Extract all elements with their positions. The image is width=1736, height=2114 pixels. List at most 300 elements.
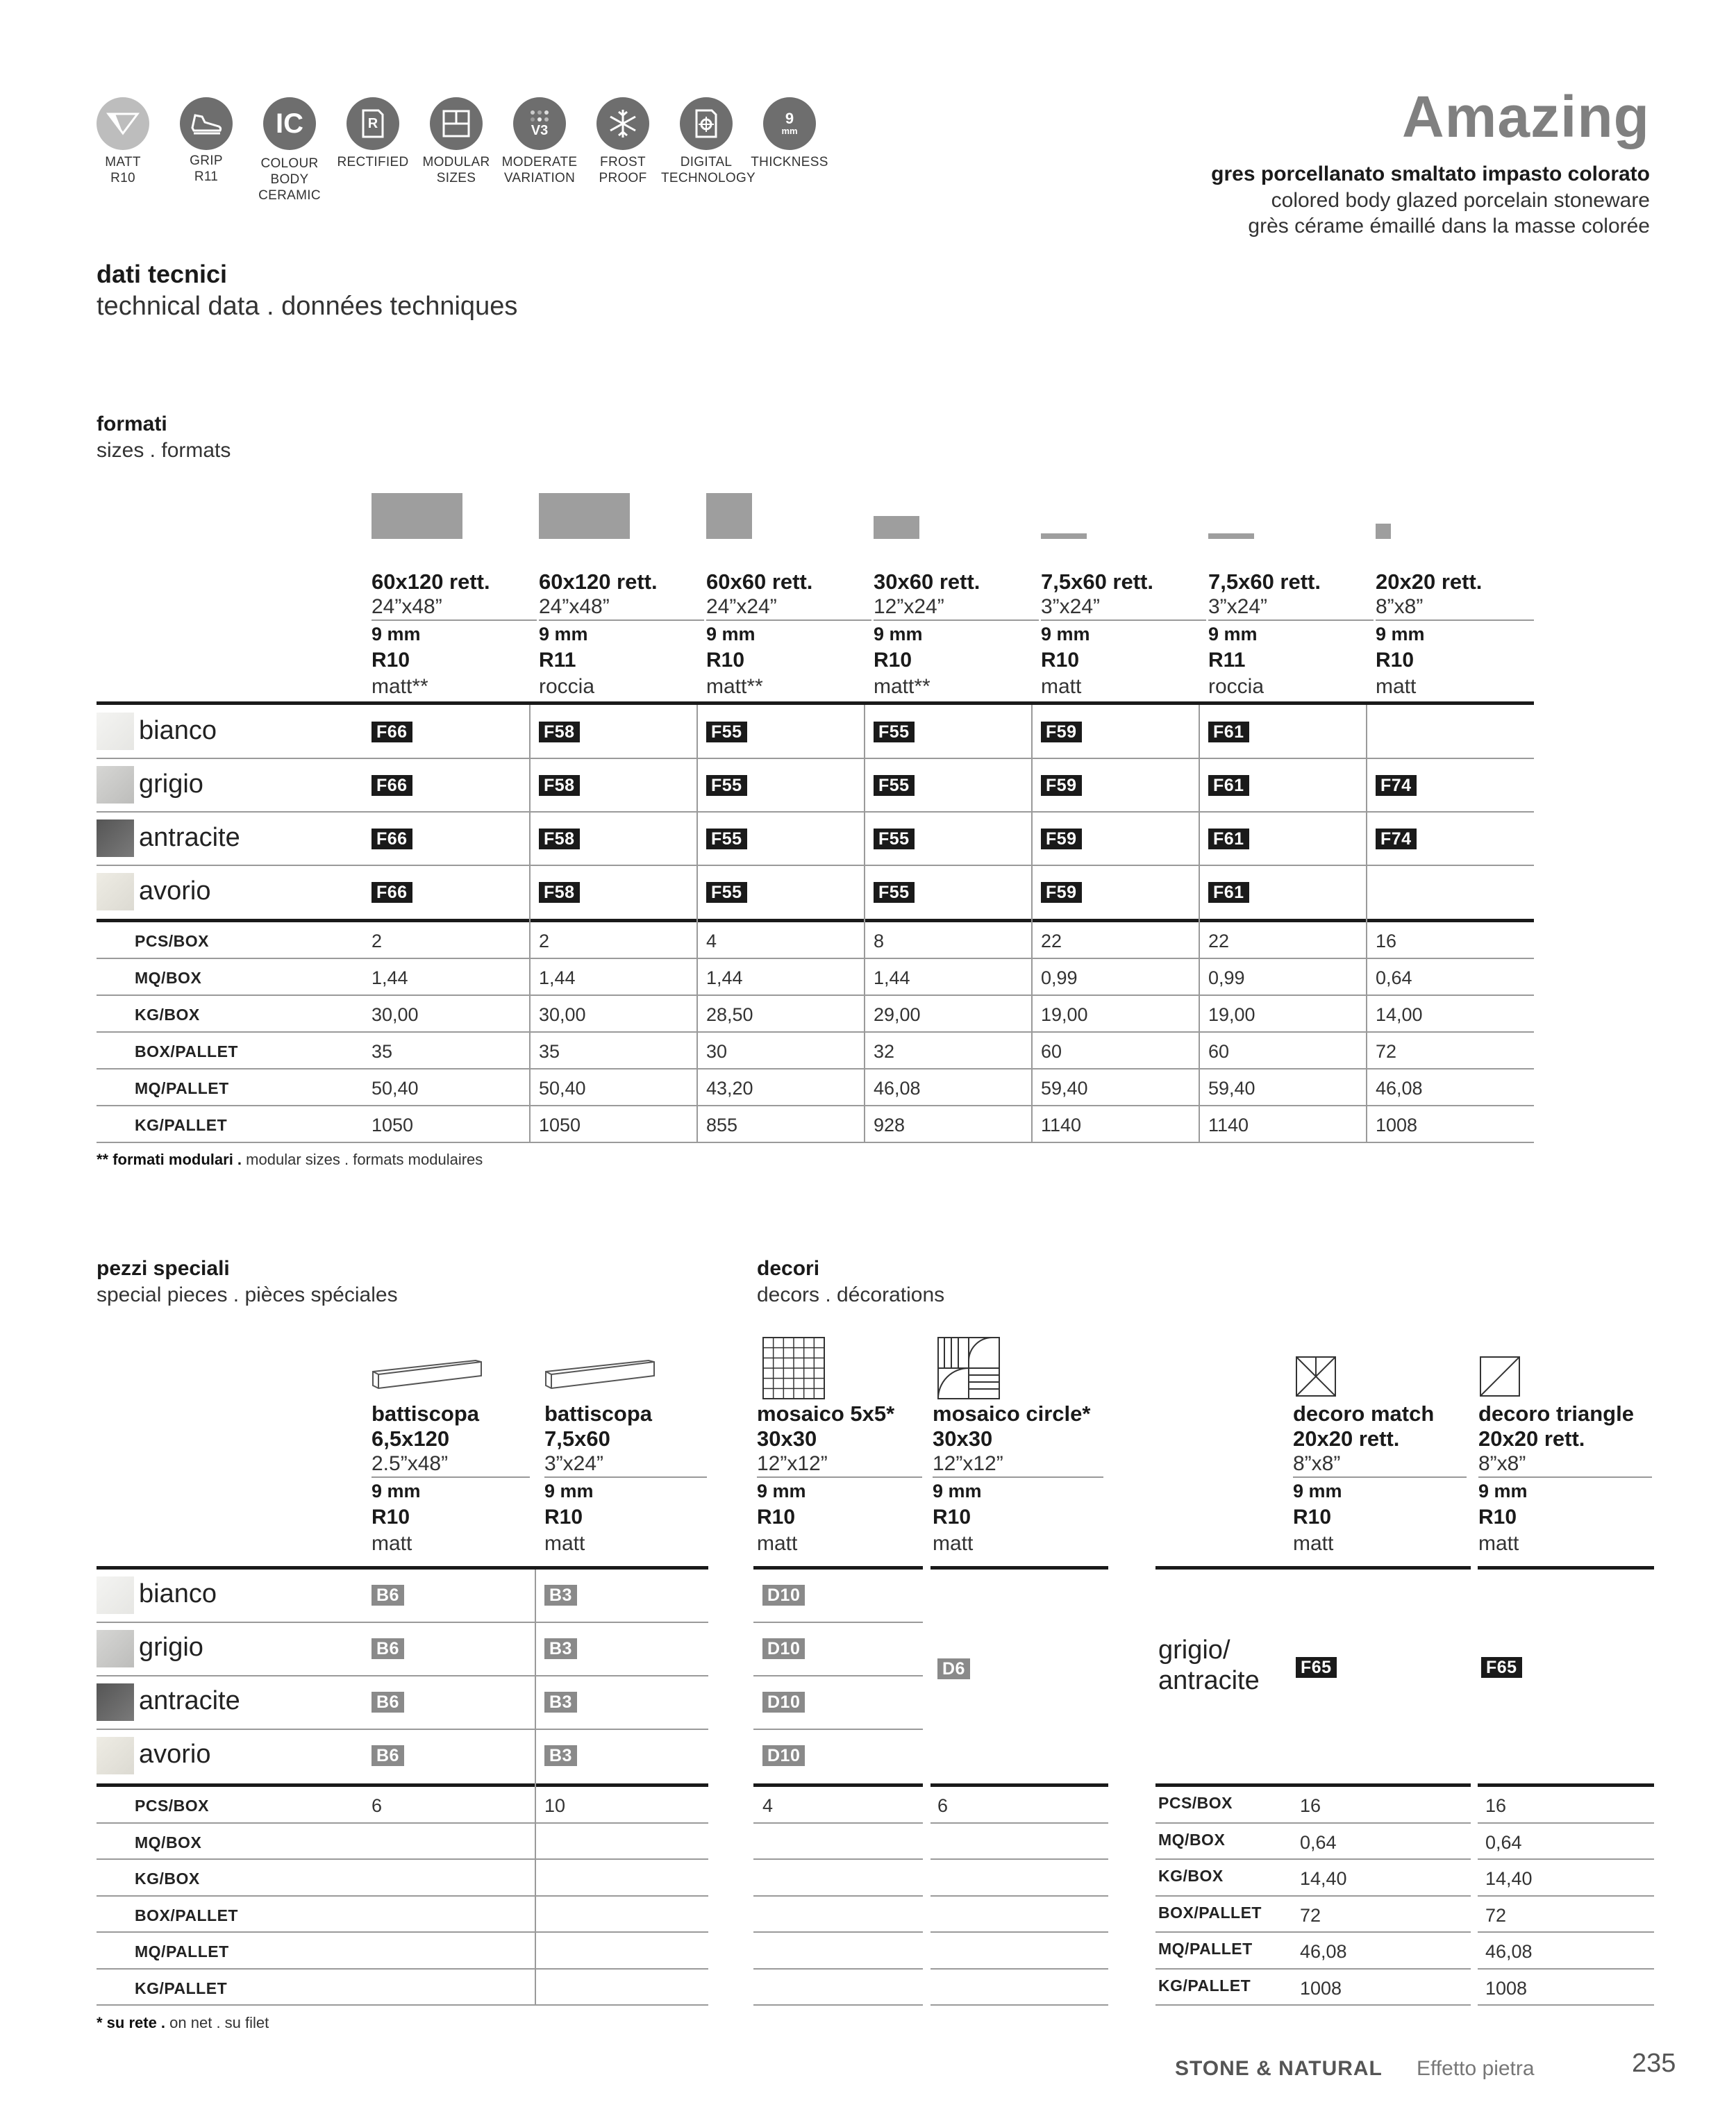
row-divider [1478,1858,1654,1860]
product-code: F74 [1376,775,1417,796]
special-title: pezzi speciali [97,1257,230,1280]
metric-value: 1008 [1376,1115,1418,1135]
size-swatch-7-5x60-roccia [1208,533,1254,539]
color-label: antracite [139,823,240,852]
decor-metric-value: 0,64 [1485,1831,1522,1853]
piece-thickness: 9 mm [1478,1481,1528,1501]
format-size: 60x120 rett. [539,569,658,594]
metric-value: 28,50 [706,1004,753,1025]
product-code: F66 [372,882,412,903]
decor-metric-value: 1008 [1300,1977,1342,1999]
table-rule-metrics [97,919,1534,922]
size-swatch-7-5x60 [1041,533,1087,539]
format-column-header [1208,569,1374,700]
decor-triangle-image [1480,1356,1520,1397]
table-rule-top [97,701,1534,705]
metric-value: 0,99 [1208,967,1245,988]
size-swatch-60x120-roccia [539,493,630,539]
row-divider [1155,2004,1471,2006]
format-inch: 12”x24” [874,594,1039,621]
icon-label-modular: MODULAR SIZES [422,155,490,185]
metric-label: PCS/BOX [135,1797,210,1815]
row-divider [97,1858,708,1860]
footer-effect: Effetto pietra [1417,2057,1535,2080]
product-code: F61 [1208,722,1249,742]
metric-value: 30 [706,1041,728,1062]
format-inch: 3”x24” [1208,594,1374,621]
row-divider [97,1822,708,1824]
row-divider [97,1968,708,1970]
metric-value: 46,08 [874,1078,921,1099]
decor-metric-value: 14,40 [1485,1868,1533,1889]
decor-match-code: F65 [1296,1657,1337,1678]
metric-value: 4 [706,931,717,951]
piece-inch: 8”x8” [1293,1451,1467,1478]
product-code: F55 [706,722,747,742]
brand-title: Amazing [1401,84,1650,149]
row-divider [753,1675,923,1676]
decor-metric-value: 16 [1300,1795,1321,1816]
icon-label-digital: DIGITAL TECHNOLOGY [661,155,756,185]
icon-label-variation: MODERATE VARIATION [501,155,578,185]
row-divider [97,1105,1534,1106]
product-code: F55 [874,775,915,796]
decor-triangle-code: F65 [1481,1657,1522,1678]
row-divider [1155,1858,1471,1860]
subtitle-english: colored body glazed porcelain stoneware [1271,189,1650,212]
piece-rating: R10 [1293,1506,1332,1529]
product-code: F59 [1041,722,1082,742]
format-thickness: 9 mm [706,624,756,644]
mosaic-rule-metrics [753,1783,923,1787]
row-divider [753,2004,923,2006]
metric-label: MQ/PALLET [135,1942,229,1961]
color-swatch-grigio [97,1630,134,1667]
product-code: F59 [1041,829,1082,849]
product-code: F59 [1041,775,1082,796]
piece-column-header [544,1401,707,1557]
decor-metric-value: 46,08 [1300,1941,1347,1962]
decor-metric-value: 72 [1300,1904,1321,1926]
piece-size: 6,5x120 [372,1426,450,1451]
color-swatch-bianco [97,1576,134,1614]
format-column-header [1376,569,1534,700]
metric-value: 22 [1041,931,1062,951]
piece-thickness: 9 mm [933,1481,982,1501]
format-thickness: 9 mm [874,624,923,644]
metric-label: KG/BOX [135,1006,200,1024]
piece-finish: matt [1293,1532,1334,1555]
icon-label-thickness: THICKNESS [751,155,828,169]
rectified-icon: R [347,97,399,150]
piece-column-header [372,1401,530,1557]
product-code: F61 [1208,775,1249,796]
metric-value: 0,64 [1376,967,1412,988]
metric-value: 30,00 [372,1004,419,1025]
decor-metric-label: BOX/PALLET [1158,1903,1262,1922]
piece-code: B3 [544,1692,577,1713]
mosaic-pcs: 4 [762,1795,774,1816]
circle-rule-top [930,1566,1108,1570]
technical-subtitle: technical data . données techniques [97,292,518,321]
format-thickness: 9 mm [372,624,421,644]
metric-value: 35 [539,1041,560,1062]
piece-name: battiscopa [544,1401,653,1426]
piece-rating: R10 [372,1506,410,1529]
metric-value: 59,40 [1208,1078,1255,1099]
row-divider [97,1031,1534,1033]
circle-code: D6 [937,1658,970,1679]
decor-match-image [1296,1356,1336,1397]
icon-label-colour-body: COLOUR BODY CERAMIC [258,156,321,203]
column-divider [1366,705,1367,1143]
colour-body-icon: IC [263,97,316,150]
decor-rule-top-2 [1478,1566,1654,1570]
row-divider [753,1729,923,1730]
grip-icon [180,97,233,150]
metric-value: 35 [372,1041,393,1062]
piece-rating: R10 [933,1506,971,1529]
format-finish: matt** [372,675,428,698]
piece-column-header [1293,1401,1467,1557]
mosaic-5x5-image [762,1337,825,1399]
format-size: 30x60 rett. [874,569,980,594]
special-rule-metrics [97,1783,708,1787]
row-divider [930,1822,1108,1824]
page-number: 235 [1632,2049,1676,2078]
piece-code: B3 [544,1745,577,1766]
metric-value: 14,00 [1376,1004,1423,1025]
metric-value: 60 [1041,1041,1062,1062]
piece-size: 20x20 rett. [1478,1426,1585,1451]
piece-column-header [1478,1401,1652,1557]
metric-value: 1,44 [539,967,576,988]
piece-inch: 12”x12” [757,1451,922,1478]
column-divider [529,705,531,1143]
product-code: F58 [539,882,580,903]
product-code: F58 [539,775,580,796]
color-swatch-bianco [97,713,134,750]
format-finish: matt** [874,675,930,698]
format-rating: R10 [1376,649,1414,672]
decor-metric-label: MQ/PALLET [1158,1940,1253,1958]
format-rating: R11 [1208,649,1246,672]
row-divider [1478,1895,1654,1897]
piece-code: B6 [372,1638,404,1659]
piece-name: mosaico 5x5* [757,1401,895,1426]
row-divider [97,2004,708,2006]
row-divider [97,958,1534,959]
metric-value: 72 [1376,1041,1397,1062]
piece-finish: matt [1478,1532,1519,1555]
column-divider [696,705,698,1143]
digital-technology-icon [680,97,733,150]
color-label: bianco [139,716,217,745]
mosaic-code: D10 [762,1745,805,1766]
metric-label: MQ/PALLET [135,1079,229,1097]
size-swatch-30x60 [874,516,919,539]
decor-metric-value: 0,64 [1300,1831,1337,1853]
row-divider [97,811,1534,813]
product-code: F55 [706,882,747,903]
metric-label: KG/BOX [135,1870,200,1888]
metric-value: 60 [1208,1041,1230,1062]
piece-name: decoro triangle [1478,1401,1634,1426]
mosaic-code: D10 [762,1638,805,1659]
piece-inch: 12”x12” [933,1451,1103,1478]
skirting-6-5x120-image [372,1358,483,1399]
row-divider [930,1931,1108,1933]
decors-footnote: * su rete . on net . su filet [97,2014,269,2031]
decors-title: decori [757,1257,820,1280]
decor-color-label-2: antracite [1158,1666,1260,1695]
piece-code: B6 [372,1745,404,1766]
metric-value: 32 [874,1041,895,1062]
column-divider [864,705,865,1143]
formats-title: formati [97,413,167,435]
size-swatch-20x20 [1376,524,1391,539]
piece-size: 30x30 [933,1426,993,1451]
row-divider [97,1729,708,1730]
icon-label-rectified: RECTIFIED [337,155,409,169]
color-label: antracite [139,1686,240,1715]
circle-pcs: 6 [937,1795,949,1816]
metric-label: BOX/PALLET [135,1906,238,1924]
color-swatch-grigio [97,766,134,804]
metric-value: 19,00 [1208,1004,1255,1025]
row-divider [97,1622,708,1623]
color-swatch-avorio [97,1737,134,1774]
row-divider [97,1895,708,1897]
decor-metric-value: 1008 [1485,1977,1528,1999]
row-divider [1478,1931,1654,1933]
formats-footnote: ** formati modulari . modular sizes . formats modulaires [97,1151,483,1168]
row-divider [1478,1968,1654,1970]
decor-metric-value: 16 [1485,1795,1507,1816]
metric-value: 1,44 [874,967,910,988]
metric-value: 855 [706,1115,738,1135]
metric-label: MQ/BOX [135,969,202,987]
piece-finish: matt [757,1532,798,1555]
row-divider [753,1931,923,1933]
metric-value: 928 [874,1115,905,1135]
row-divider [753,1622,923,1623]
metric-value: 1140 [1041,1115,1082,1135]
icon-label-grip: GRIP R11 [190,153,223,184]
format-column-header [372,569,537,700]
row-divider [97,1142,1534,1143]
piece-name: decoro match [1293,1401,1435,1426]
format-inch: 24”x48” [372,594,537,621]
piece-thickness: 9 mm [757,1481,806,1501]
size-swatch-60x60 [706,493,752,539]
size-swatch-60x120 [372,493,462,539]
piece-size: 20x20 rett. [1293,1426,1400,1451]
product-code: F66 [372,722,412,742]
format-size: 7,5x60 rett. [1041,569,1153,594]
product-code: F55 [874,882,915,903]
metric-label: PCS/BOX [135,932,210,950]
footer-category: STONE & NATURAL [1175,2057,1383,2080]
product-code: F74 [1376,829,1417,849]
format-column-header [874,569,1039,700]
decor-metric-label: KG/PALLET [1158,1976,1251,1995]
format-size: 7,5x60 rett. [1208,569,1321,594]
icon-label-matt: MATT R10 [105,155,141,185]
product-code: F66 [372,829,412,849]
special-rule-top [97,1566,708,1570]
format-column-header [706,569,871,700]
skirting-7-5x60-image [544,1358,656,1399]
format-rating: R10 [706,649,745,672]
row-divider [1155,1968,1471,1970]
metric-value: 1,44 [372,967,408,988]
row-divider [1478,1822,1654,1824]
color-label: avorio [139,1740,211,1769]
row-divider [753,1858,923,1860]
format-column-header [539,569,704,700]
special-subtitle: special pieces . pièces spéciales [97,1283,398,1306]
metric-label: BOX/PALLET [135,1042,238,1060]
decor-metric-label: MQ/BOX [1158,1830,1226,1849]
format-finish: matt [1041,675,1082,698]
format-finish: matt** [706,675,763,698]
metric-value: 43,20 [706,1078,753,1099]
format-thickness: 9 mm [1041,624,1090,644]
piece-rating: R10 [544,1506,583,1529]
decor-metric-label: PCS/BOX [1158,1794,1233,1812]
piece-rating: R10 [1478,1506,1517,1529]
piece-code: B6 [372,1692,404,1713]
piece-inch: 3”x24” [544,1451,707,1478]
mosaic-code: D10 [762,1692,805,1713]
row-divider [1478,2004,1654,2006]
thickness-icon: 9 mm [763,97,816,150]
format-inch: 24”x24” [706,594,871,621]
row-divider [930,1858,1108,1860]
metric-value: 50,40 [372,1078,419,1099]
color-label: bianco [139,1579,217,1608]
decor-color-label-1: grigio/ [1158,1636,1230,1665]
subtitle-italian: gres porcellanato smaltato impasto colorato [1211,163,1650,185]
piece-inch: 8”x8” [1478,1451,1652,1478]
row-divider [753,1968,923,1970]
format-column-header [1041,569,1206,700]
format-rating: R10 [874,649,912,672]
modular-sizes-icon [430,97,483,150]
format-finish: matt [1376,675,1417,698]
row-divider [930,2004,1108,2006]
decor-metric-value: 46,08 [1485,1941,1533,1962]
metric-value: 22 [1208,931,1230,951]
product-code: F55 [706,775,747,796]
row-divider [753,1822,923,1824]
product-code: F55 [874,722,915,742]
format-inch: 3”x24” [1041,594,1206,621]
product-code: F55 [874,829,915,849]
color-swatch-antracite [97,819,134,857]
mosaic-code: D10 [762,1585,805,1606]
metric-value: 16 [1376,931,1397,951]
metric-value: 46,08 [1376,1078,1423,1099]
technical-title: dati tecnici [97,260,228,288]
format-rating: R10 [372,649,410,672]
piece-column-header [933,1401,1103,1557]
format-inch: 24”x48” [539,594,704,621]
format-thickness: 9 mm [1376,624,1425,644]
decor-metric-value: 72 [1485,1904,1507,1926]
decor-metric-label: KG/BOX [1158,1867,1224,1885]
product-code: F66 [372,775,412,796]
row-divider [1155,1895,1471,1897]
product-code: F58 [539,722,580,742]
metric-value: 59,40 [1041,1078,1088,1099]
mosaic-rule-top [753,1566,923,1570]
metric-label: MQ/BOX [135,1833,202,1851]
piece-name: mosaico circle* [933,1401,1091,1426]
row-divider [97,1675,708,1676]
row-divider [97,1931,708,1933]
format-inch: 8”x8” [1376,594,1534,621]
row-divider [97,758,1534,759]
metric-value: 19,00 [1041,1004,1088,1025]
piece-thickness: 9 mm [544,1481,594,1501]
mosaic-circle-image [937,1337,1000,1399]
format-thickness: 9 mm [539,624,588,644]
piece-name: battiscopa [372,1401,480,1426]
icon-label-frost: FROST PROOF [599,155,647,185]
row-divider [97,994,1534,996]
metric-value: 2 [372,931,383,951]
metric-value: 29,00 [874,1004,921,1025]
row-divider [753,1895,923,1897]
piece-code: B3 [544,1638,577,1659]
metric-value: 1,44 [706,967,743,988]
decors-subtitle: decors . décorations [757,1283,945,1306]
format-size: 20x20 rett. [1376,569,1483,594]
product-code: F61 [1208,882,1249,903]
format-size: 60x60 rett. [706,569,813,594]
color-swatch-avorio [97,873,134,910]
metric-label: KG/PALLET [135,1979,228,1997]
piece-inch: 2.5”x48” [372,1451,530,1478]
moderate-variation-icon: V3 [513,97,566,150]
product-code: F55 [706,829,747,849]
piece-thickness: 9 mm [372,1481,421,1501]
column-divider [1031,705,1033,1143]
column-divider [535,1570,536,2006]
piece-column-header [757,1401,922,1557]
frost-proof-icon [596,97,649,150]
metric-value: 2 [539,931,550,951]
metric-value: 8 [874,931,885,951]
piece-finish: matt [544,1532,585,1555]
row-divider [1155,1931,1471,1933]
format-thickness: 9 mm [1208,624,1258,644]
format-finish: roccia [1208,675,1265,698]
metric-value: 1140 [1208,1115,1249,1135]
metric-value: 50,40 [539,1078,586,1099]
piece-finish: matt [372,1532,412,1555]
metric-value: 6 [372,1795,383,1816]
piece-code: B6 [372,1585,404,1606]
format-finish: roccia [539,675,595,698]
circle-rule-metrics [930,1783,1108,1787]
decor-rule-metrics-1 [1155,1783,1471,1787]
metric-value: 0,99 [1041,967,1078,988]
format-rating: R10 [1041,649,1080,672]
product-code: F61 [1208,829,1249,849]
